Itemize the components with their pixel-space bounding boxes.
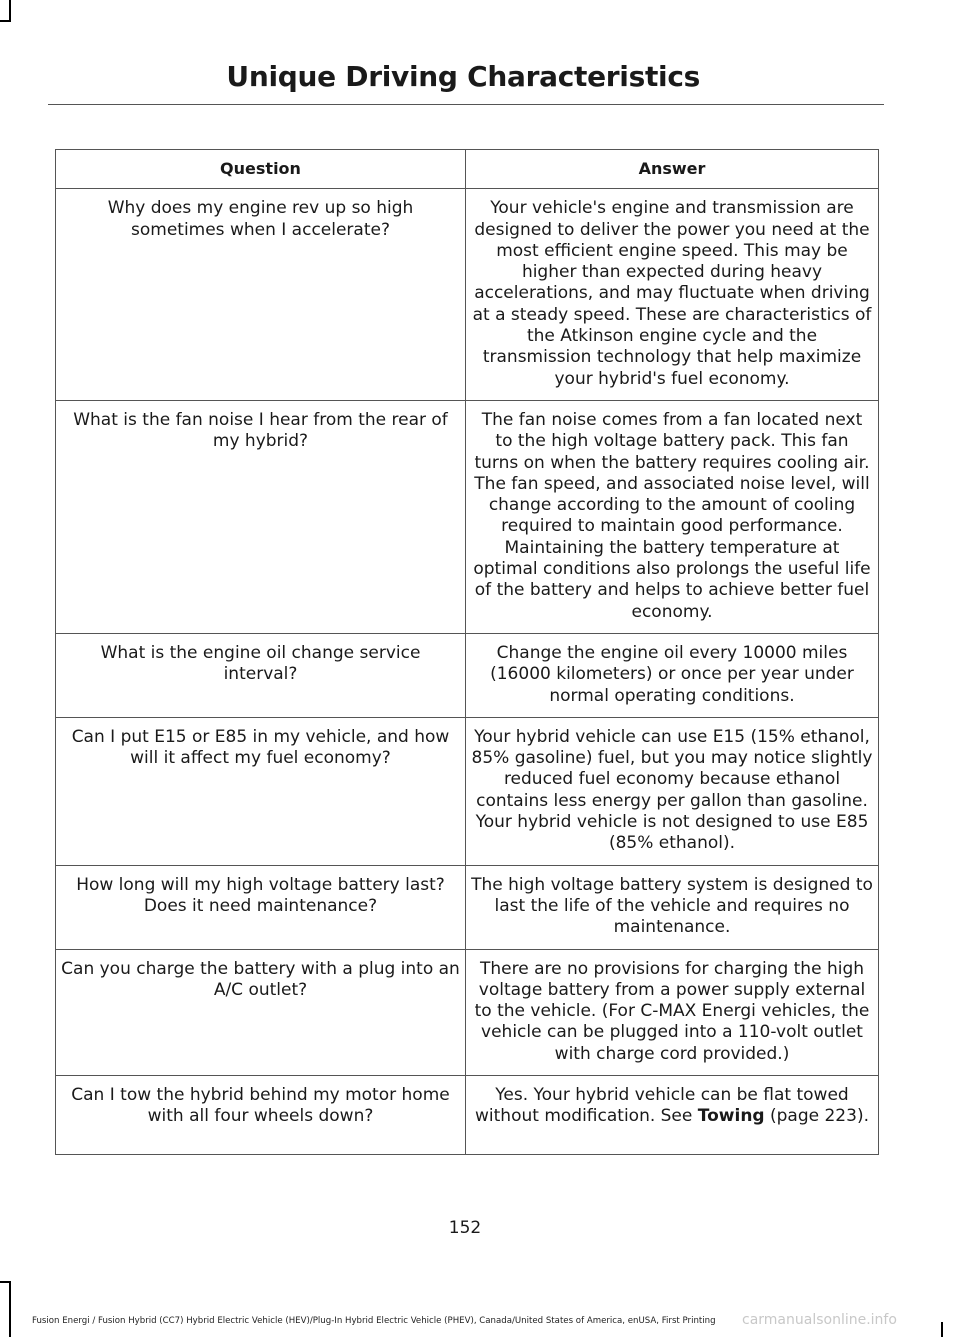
crop-mark-bottom-left-horizontal	[0, 1281, 11, 1283]
table-header-row	[56, 150, 879, 189]
crop-mark-bottom-right-vertical	[941, 1322, 943, 1337]
crop-mark-top-left-vertical	[9, 0, 11, 22]
answer-cell: There are no provisions for charging the high voltage battery from a power supply external to the vehicle. (For C-MAX Energi vehicles, the vehicle can be plugged into a 110-volt outlet with charge cord provided.)	[466, 949, 879, 1075]
table-row	[56, 949, 879, 1075]
page-number: 152	[448, 1218, 482, 1238]
table-row	[56, 189, 879, 401]
answer-cell: Your vehicle's engine and transmission are designed to deliver the power you need at the most efficient engine speed. This may be higher than expected during heavy accelerations, and may fluctuate when driving at a steady speed. These are characteristics of the Atkinson engine cycle and the transmission technology that help maximize your hybrid's fuel economy.	[466, 189, 879, 401]
crop-mark-top-left-horizontal	[0, 20, 11, 22]
watermark: carmanualsonline.info	[742, 1312, 897, 1328]
footer-text: Fusion Energi / Fusion Hybrid (CC7) Hybrid Electric Vehicle (HEV)/Plug-In Hybrid Electric Vehicle (PHEV), Canada/United States of America, enUSA, First Printing	[32, 1316, 716, 1326]
question-cell: Can you charge the battery with a plug into an A/C outlet?	[56, 949, 466, 1075]
table-row	[56, 865, 879, 949]
answer-page-ref: (page 223).	[764, 1106, 869, 1127]
answer-cell: Your hybrid vehicle can use E15 (15% ethanol, 85% gasoline) fuel, but you may notice slightly reduced fuel economy because ethanol contains less energy per gallon than gasoline. Your hybrid vehicle is not designed to use E85 (85% ethanol).	[466, 717, 879, 865]
question-cell: Can I put E15 or E85 in my vehicle, and how will it affect my fuel economy?	[56, 717, 466, 865]
table-row	[56, 400, 879, 633]
table-row	[56, 633, 879, 717]
question-cell: Can I tow the hybrid behind my motor home with all four wheels down?	[56, 1075, 466, 1154]
answer-column-header: Answer	[466, 150, 879, 189]
crop-mark-bottom-left-vertical	[9, 1281, 11, 1337]
question-column-header: Question	[56, 150, 466, 189]
qa-table	[55, 149, 879, 1155]
answer-cell	[466, 1075, 879, 1154]
question-cell: How long will my high voltage battery last? Does it need maintenance?	[56, 865, 466, 949]
page-title: Unique Driving Characteristics	[226, 60, 700, 93]
question-cell: What is the engine oil change service interval?	[56, 633, 466, 717]
title-divider	[48, 104, 884, 105]
table-row	[56, 717, 879, 865]
question-cell: Why does my engine rev up so high sometimes when I accelerate?	[56, 189, 466, 401]
answer-cell: The fan noise comes from a fan located next to the high voltage battery pack. This fan turns on when the battery requires cooling air. The fan speed, and associated noise level, will change according to the amount of cooling required to maintain good performance. Maintaining the battery temperature at optimal conditions also prolongs the useful life of the battery and helps to achieve better fuel economy.	[466, 400, 879, 633]
question-cell: What is the fan noise I hear from the rear of my hybrid?	[56, 400, 466, 633]
answer-cell: Change the engine oil every 10000 miles (16000 kilometers) or once per year under normal operating conditions.	[466, 633, 879, 717]
table-row	[56, 1075, 879, 1154]
answer-text: Yes. Your hybrid vehicle can be flat towed without modification. See	[475, 1084, 849, 1127]
answer-cell: The high voltage battery system is designed to last the life of the vehicle and requires no maintenance.	[466, 865, 879, 949]
towing-link[interactable]: Towing	[697, 1106, 765, 1127]
